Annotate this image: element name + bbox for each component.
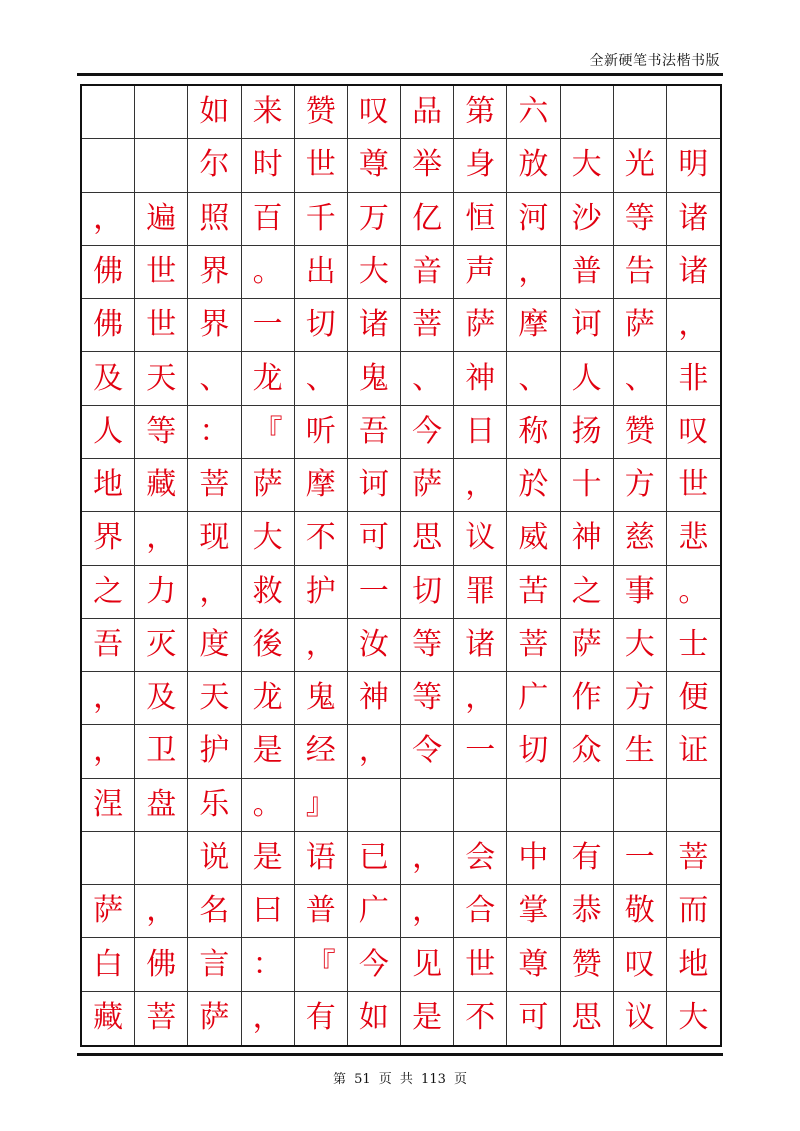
grid-cell: 及 bbox=[82, 352, 135, 405]
grid-cell: ， bbox=[82, 725, 135, 778]
grid-cell: 河 bbox=[507, 193, 560, 246]
grid-cell: 诸 bbox=[667, 246, 720, 299]
grid-cell: 吾 bbox=[82, 619, 135, 672]
grid-cell bbox=[667, 86, 720, 139]
grid-cell: 世 bbox=[454, 938, 507, 991]
grid-cell: 之 bbox=[82, 566, 135, 619]
grid-cell bbox=[135, 86, 188, 139]
grid-cell: 於 bbox=[507, 459, 560, 512]
grid-cell: 人 bbox=[561, 352, 614, 405]
grid-cell: 名 bbox=[188, 885, 241, 938]
grid-cell: 界 bbox=[188, 246, 241, 299]
grid-cell: 思 bbox=[401, 512, 454, 565]
grid-cell: 、 bbox=[614, 352, 667, 405]
grid-cell: 士 bbox=[667, 619, 720, 672]
grid-cell bbox=[614, 779, 667, 832]
grid-cell bbox=[82, 86, 135, 139]
grid-cell bbox=[348, 779, 401, 832]
grid-cell: 神 bbox=[561, 512, 614, 565]
grid-cell: 白 bbox=[82, 938, 135, 991]
grid-cell: 涅 bbox=[82, 779, 135, 832]
grid-cell: ： bbox=[188, 406, 241, 459]
grid-cell: 十 bbox=[561, 459, 614, 512]
grid-cell: 亿 bbox=[401, 193, 454, 246]
grid-cell: 等 bbox=[135, 406, 188, 459]
grid-cell: 事 bbox=[614, 566, 667, 619]
grid-cell: 地 bbox=[667, 938, 720, 991]
grid-cell: 音 bbox=[401, 246, 454, 299]
grid-cell: 苦 bbox=[507, 566, 560, 619]
grid-cell: 方 bbox=[614, 672, 667, 725]
grid-cell: 世 bbox=[295, 139, 348, 192]
grid-cell: 等 bbox=[614, 193, 667, 246]
grid-cell: 大 bbox=[678, 1000, 709, 1036]
grid-cell: 经 bbox=[295, 725, 348, 778]
grid-cell: 威 bbox=[507, 512, 560, 565]
grid-cell: 、 bbox=[188, 352, 241, 405]
grid-cell: 今 bbox=[348, 938, 401, 991]
grid-cell: 护 bbox=[188, 725, 241, 778]
grid-cell: 品 bbox=[401, 86, 454, 139]
grid-cell: 乐 bbox=[188, 779, 241, 832]
grid-cell: 摩 bbox=[295, 459, 348, 512]
grid-cell: 有 bbox=[561, 832, 614, 885]
page-number: 第 51 页 共 113 页 bbox=[332, 1072, 468, 1087]
grid-cell: 尊 bbox=[348, 139, 401, 192]
grid-cell: 萨 bbox=[614, 299, 667, 352]
grid-cell: 思 bbox=[561, 992, 614, 1045]
grid-cell: 言 bbox=[188, 938, 241, 991]
grid-cell: 是 bbox=[242, 832, 295, 885]
grid-cell: 世 bbox=[667, 459, 720, 512]
grid-cell: 龙 bbox=[242, 352, 295, 405]
grid-cell: 菩 bbox=[135, 992, 188, 1045]
grid-cell: 议 bbox=[454, 512, 507, 565]
grid-cell: 告 bbox=[614, 246, 667, 299]
grid-cell: 『 bbox=[242, 406, 295, 459]
grid-cell: 恭 bbox=[561, 885, 614, 938]
grid-cell: 不 bbox=[295, 512, 348, 565]
grid-cell: 举 bbox=[401, 139, 454, 192]
grid-cell: 菩 bbox=[401, 299, 454, 352]
grid-cell: 诸 bbox=[667, 193, 720, 246]
grid-cell: 一 bbox=[242, 299, 295, 352]
grid-cell: 诸 bbox=[454, 619, 507, 672]
grid-cell: 日 bbox=[454, 406, 507, 459]
grid-cell: ， bbox=[188, 566, 241, 619]
grid-cell: 出 bbox=[295, 246, 348, 299]
grid-cell: 叹 bbox=[614, 938, 667, 991]
grid-cell: ， bbox=[82, 193, 135, 246]
grid-cell: 天 bbox=[188, 672, 241, 725]
grid-cell: 救 bbox=[242, 566, 295, 619]
grid-cell: 已 bbox=[348, 832, 401, 885]
grid-cell: 、 bbox=[401, 352, 454, 405]
grid-cell: 现 bbox=[188, 512, 241, 565]
grid-cell bbox=[135, 832, 188, 885]
grid-cell: 是 bbox=[401, 992, 454, 1045]
grid-cell: 尊 bbox=[507, 938, 560, 991]
grid-cell: ， bbox=[667, 299, 720, 352]
grid-cell: 证 bbox=[667, 725, 720, 778]
grid-cell: 而 bbox=[667, 885, 720, 938]
grid-cell: 等 bbox=[401, 619, 454, 672]
grid-cell: 佛 bbox=[135, 938, 188, 991]
grid-cell: 沙 bbox=[561, 193, 614, 246]
grid-cell: 萨 bbox=[242, 459, 295, 512]
grid-cell: 扬 bbox=[561, 406, 614, 459]
grid-cell: 卫 bbox=[135, 725, 188, 778]
grid-cell: 萨 bbox=[188, 992, 241, 1045]
grid-cell: 如 bbox=[348, 992, 401, 1045]
grid-cell: 鬼 bbox=[348, 352, 401, 405]
grid-cell: 度 bbox=[188, 619, 241, 672]
grid-cell: 等 bbox=[401, 672, 454, 725]
grid-cell bbox=[401, 779, 454, 832]
grid-cell bbox=[135, 139, 188, 192]
grid-cell: 时 bbox=[242, 139, 295, 192]
grid-cell: 後 bbox=[242, 619, 295, 672]
grid-cell: 一 bbox=[614, 832, 667, 885]
grid-cell: 普 bbox=[561, 246, 614, 299]
grid-cell: 千 bbox=[295, 193, 348, 246]
grid-cell: 方 bbox=[614, 459, 667, 512]
header-title: 全新硬笔书法楷书版 bbox=[589, 53, 720, 69]
grid-cell bbox=[561, 86, 614, 139]
grid-cell: 万 bbox=[348, 193, 401, 246]
grid-cell: ， bbox=[401, 832, 454, 885]
grid-cell: 悲 bbox=[667, 512, 720, 565]
grid-cell: 世 bbox=[135, 246, 188, 299]
grid-cell: 中 bbox=[507, 832, 560, 885]
grid-cell: 普 bbox=[295, 885, 348, 938]
grid-cell: 力 bbox=[135, 566, 188, 619]
grid-cell: 龙 bbox=[242, 672, 295, 725]
grid-cell: 藏 bbox=[135, 459, 188, 512]
grid-cell: 『 bbox=[295, 938, 348, 991]
grid-cell: 大 bbox=[242, 512, 295, 565]
grid-cell: 合 bbox=[454, 885, 507, 938]
grid-cell: 赞 bbox=[295, 86, 348, 139]
grid-cell: 大 bbox=[561, 139, 614, 192]
grid-cell: 佛 bbox=[82, 246, 135, 299]
grid-cell: 慈 bbox=[614, 512, 667, 565]
grid-cell: ： bbox=[242, 938, 295, 991]
grid-cell: 及 bbox=[135, 672, 188, 725]
grid-cell: 叹 bbox=[348, 86, 401, 139]
grid-cell: 大 bbox=[614, 619, 667, 672]
grid-cell: 护 bbox=[295, 566, 348, 619]
grid-cell: 赞 bbox=[561, 938, 614, 991]
grid-cell: 百 bbox=[242, 193, 295, 246]
grid-cell: 摩 bbox=[507, 299, 560, 352]
grid-cell: 非 bbox=[667, 352, 720, 405]
grid-cell: 会 bbox=[454, 832, 507, 885]
grid-cell: 界 bbox=[82, 512, 135, 565]
grid-cell: 声 bbox=[454, 246, 507, 299]
grid-cell: ， bbox=[135, 885, 188, 938]
grid-cell: 今 bbox=[401, 406, 454, 459]
grid-cell: 是 bbox=[242, 725, 295, 778]
grid-cell: 萨 bbox=[82, 885, 135, 938]
header-rule bbox=[77, 73, 723, 76]
grid-cell: 恒 bbox=[454, 193, 507, 246]
grid-cell: 盘 bbox=[135, 779, 188, 832]
grid-cell: 一 bbox=[348, 566, 401, 619]
grid-cell bbox=[82, 832, 135, 885]
grid-cell: ， bbox=[401, 885, 454, 938]
grid-cell: 菩 bbox=[667, 832, 720, 885]
grid-cell: 诃 bbox=[561, 299, 614, 352]
grid-cell bbox=[454, 779, 507, 832]
grid-cell: 曰 bbox=[242, 885, 295, 938]
grid-cell: ， bbox=[135, 512, 188, 565]
grid-cell bbox=[667, 779, 720, 832]
grid-cell: 地 bbox=[82, 459, 135, 512]
grid-cell: 赞 bbox=[614, 406, 667, 459]
grid-cell: 听 bbox=[295, 406, 348, 459]
grid-cell: 世 bbox=[135, 299, 188, 352]
grid-cell: 菩 bbox=[507, 619, 560, 672]
grid-cell: 作 bbox=[561, 672, 614, 725]
grid-cell: 、 bbox=[507, 352, 560, 405]
grid-cell bbox=[82, 139, 135, 192]
grid-cell: 光 bbox=[614, 139, 667, 192]
grid-cell bbox=[507, 779, 560, 832]
grid-cell: 。 bbox=[667, 566, 720, 619]
grid-cell: 见 bbox=[401, 938, 454, 991]
grid-cell: 敬 bbox=[614, 885, 667, 938]
grid-cell: 有 bbox=[295, 992, 348, 1045]
grid-cell: 尔 bbox=[188, 139, 241, 192]
grid-cell: 萨 bbox=[454, 299, 507, 352]
grid-cell: 来 bbox=[242, 86, 295, 139]
grid-cell: ， bbox=[295, 619, 348, 672]
grid-cell: 萨 bbox=[561, 619, 614, 672]
grid-cell: 藏 bbox=[82, 992, 135, 1045]
grid-cell: 如 bbox=[188, 86, 241, 139]
grid-cell: ， bbox=[348, 725, 401, 778]
grid-cell: 便 bbox=[667, 672, 720, 725]
grid-cell: 』 bbox=[295, 779, 348, 832]
grid-cell: 第 bbox=[454, 86, 507, 139]
grid-cell: ， bbox=[82, 672, 135, 725]
grid-cell: 诸 bbox=[348, 299, 401, 352]
grid-cell: 萨 bbox=[401, 459, 454, 512]
grid-cell: 切 bbox=[507, 725, 560, 778]
grid-cell: 大 bbox=[348, 246, 401, 299]
grid-cell: 吾 bbox=[348, 406, 401, 459]
grid-cell: 之 bbox=[561, 566, 614, 619]
grid-cell: 广 bbox=[348, 885, 401, 938]
grid-cell: 。 bbox=[242, 246, 295, 299]
grid-cell bbox=[561, 779, 614, 832]
grid-cell: 可 bbox=[348, 512, 401, 565]
grid-cell: 罪 bbox=[454, 566, 507, 619]
grid-cell: 佛 bbox=[82, 299, 135, 352]
grid-cell: 一 bbox=[454, 725, 507, 778]
grid-cell: 人 bbox=[82, 406, 135, 459]
grid-cell: 灭 bbox=[135, 619, 188, 672]
grid-cell: 可 bbox=[507, 992, 560, 1045]
grid-cell: 叹 bbox=[667, 406, 720, 459]
grid-cell: 诃 bbox=[348, 459, 401, 512]
footer-rule bbox=[77, 1053, 723, 1056]
grid-cell: 不 bbox=[454, 992, 507, 1045]
grid-cell: ， bbox=[507, 246, 560, 299]
grid-cell: 鬼 bbox=[295, 672, 348, 725]
grid-cell: 天 bbox=[135, 352, 188, 405]
grid-cell: 菩 bbox=[188, 459, 241, 512]
grid-cell bbox=[614, 86, 667, 139]
grid-cell: 神 bbox=[348, 672, 401, 725]
grid-cell: 明 bbox=[667, 139, 720, 192]
grid-cell: 掌 bbox=[507, 885, 560, 938]
grid-cell: 。 bbox=[242, 779, 295, 832]
grid-cell: 六 bbox=[507, 86, 560, 139]
grid-cell: ， bbox=[242, 992, 295, 1045]
grid-cell: 放 bbox=[507, 139, 560, 192]
grid-cell: 语 bbox=[295, 832, 348, 885]
grid-cell: 神 bbox=[454, 352, 507, 405]
grid-cell: 令 bbox=[401, 725, 454, 778]
grid-cell: 众 bbox=[561, 725, 614, 778]
grid-cell: 议 bbox=[614, 992, 667, 1045]
grid-cell: 身 bbox=[454, 139, 507, 192]
grid-cell: ， bbox=[454, 459, 507, 512]
grid-cell: 说 bbox=[188, 832, 241, 885]
grid-cell: 照 bbox=[188, 193, 241, 246]
grid-cell: 称 bbox=[507, 406, 560, 459]
grid-cell: 生 bbox=[614, 725, 667, 778]
grid-cell: 切 bbox=[401, 566, 454, 619]
grid-cell: 、 bbox=[295, 352, 348, 405]
grid-cell: 汝 bbox=[348, 619, 401, 672]
calligraphy-grid bbox=[80, 84, 722, 1047]
grid-cell: 界 bbox=[188, 299, 241, 352]
grid-cell: 切 bbox=[295, 299, 348, 352]
grid-cell: 广 bbox=[507, 672, 560, 725]
grid-cell: ， bbox=[454, 672, 507, 725]
grid-cell: 遍 bbox=[135, 193, 188, 246]
